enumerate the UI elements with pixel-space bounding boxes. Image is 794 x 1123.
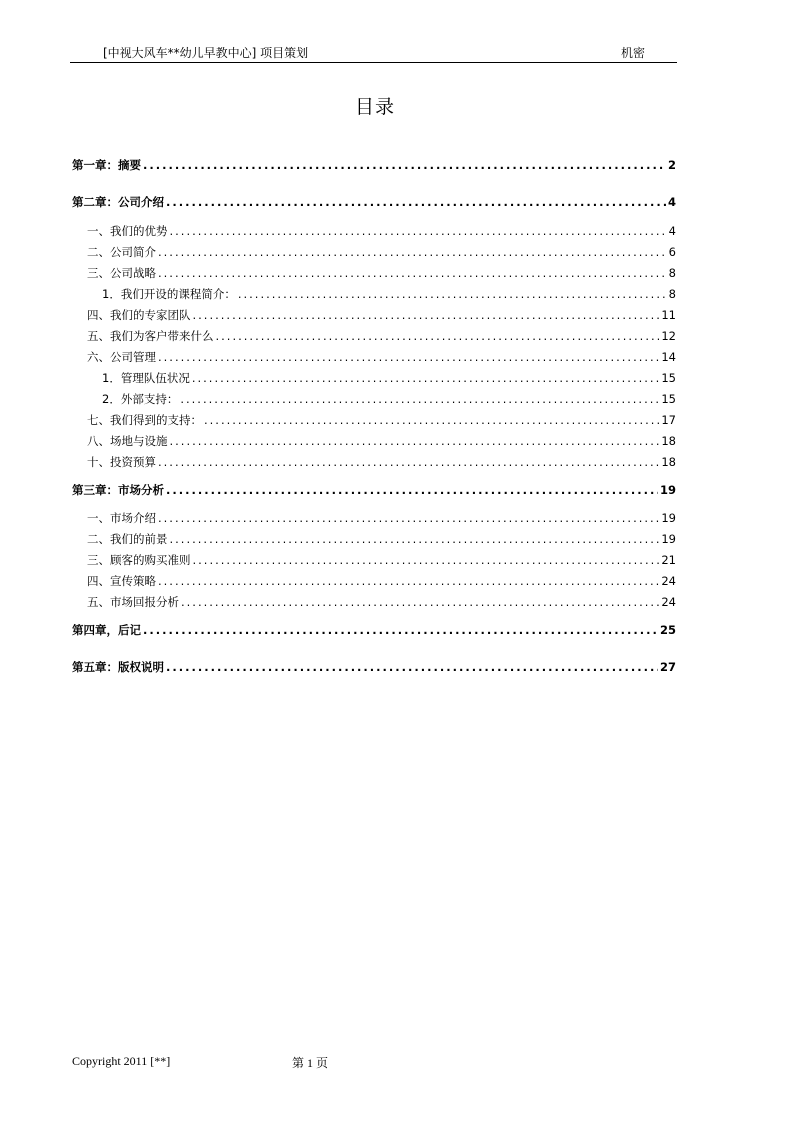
header-confidential-label: 机密	[621, 46, 646, 60]
footer-page-number: 第 1 页	[292, 1056, 329, 1070]
toc-page-number: 4	[667, 195, 676, 209]
toc-entry-text: 二、我们的前景	[87, 532, 168, 546]
toc-entry-text: 1．我们开设的课程简介：	[102, 287, 236, 301]
toc-entry-text: 三、公司战略	[87, 266, 156, 280]
toc-entry-text: 第四章，后记	[72, 623, 141, 637]
toc-page-number: 11	[661, 308, 676, 322]
page-header	[70, 44, 677, 63]
toc-entry-chapter-5[interactable]	[72, 656, 676, 674]
toc-page-number: 4	[668, 224, 676, 238]
toc-page-number: 12	[661, 329, 676, 343]
toc-entry-chapter-1[interactable]	[72, 154, 676, 172]
toc-entry-text: 四、宣传策略	[87, 574, 156, 588]
toc-entry-section[interactable]	[72, 591, 676, 609]
toc-leader-dots	[193, 553, 660, 567]
toc-entry-chapter-2[interactable]	[72, 191, 676, 209]
toc-entry-section[interactable]	[72, 325, 676, 343]
toc-entry-section[interactable]	[72, 430, 676, 448]
toc-page-number: 24	[661, 595, 676, 609]
toc-entry-subsection[interactable]	[72, 388, 676, 406]
toc-entry-text: 第二章：公司介绍	[72, 195, 164, 209]
toc-leader-dots	[170, 532, 660, 546]
toc-leader-dots	[238, 287, 667, 301]
toc-leader-dots	[158, 266, 667, 280]
footer-copyright: Copyright 2011 [**]	[72, 1054, 171, 1068]
toc-leader-dots	[170, 434, 660, 448]
toc-entry-section[interactable]	[72, 262, 676, 280]
toc-leader-dots	[158, 574, 659, 588]
toc-leader-dots	[192, 371, 660, 385]
toc-entry-text: 一、市场介绍	[87, 511, 156, 525]
toc-leader-dots	[166, 483, 658, 497]
toc-entry-text: 第一章：摘要	[72, 158, 141, 172]
toc-entry-text: 第三章：市场分析	[72, 483, 164, 497]
toc-leader-dots	[143, 623, 658, 637]
toc-leader-dots	[204, 413, 659, 427]
toc-entry-text: 一、我们的优势	[87, 224, 168, 238]
toc-entry-text: 三、顾客的购买准则	[87, 553, 191, 567]
toc-leader-dots	[158, 350, 659, 364]
toc-entry-chapter-3[interactable]	[72, 479, 676, 497]
toc-entry-section[interactable]	[72, 220, 676, 238]
toc-page-number: 17	[661, 413, 676, 427]
toc-leader-dots	[158, 455, 659, 469]
toc-page-number: 8	[668, 287, 676, 301]
toc-page-number: 19	[661, 511, 676, 525]
toc-entry-text: 六、公司管理	[87, 350, 156, 364]
toc-entry-text: 八、场地与设施	[87, 434, 168, 448]
toc-entry-subsection[interactable]	[72, 283, 676, 301]
toc-page-number: 2	[667, 158, 676, 172]
toc-entry-section[interactable]	[72, 346, 676, 364]
toc-entry-subsection[interactable]	[72, 367, 676, 385]
toc-entry-text: 七、我们得到的支持：	[87, 413, 202, 427]
toc-title: 目录	[354, 96, 395, 118]
toc-entry-section[interactable]	[72, 304, 676, 322]
toc-page-number: 15	[661, 371, 676, 385]
toc-page-number: 18	[661, 455, 676, 469]
toc-entry-section[interactable]	[72, 409, 676, 427]
toc-entry-text: 四、我们的专家团队	[87, 308, 191, 322]
header-project-title: [中视大风车**幼儿早教中心] 项目策划	[103, 46, 309, 60]
toc-leader-dots	[216, 329, 660, 343]
toc-page-number: 24	[661, 574, 676, 588]
toc-page-number: 25	[659, 623, 676, 637]
toc-page-number: 27	[659, 660, 676, 674]
toc-page-number: 6	[668, 245, 676, 259]
toc-entry-text: 二、公司简介	[87, 245, 156, 259]
toc-entry-section[interactable]	[72, 451, 676, 469]
toc-page-number: 21	[661, 553, 676, 567]
toc-page-number: 14	[661, 350, 676, 364]
toc-entry-section[interactable]	[72, 570, 676, 588]
toc-page-number: 15	[661, 392, 676, 406]
toc-entry-text: 2．外部支持：	[102, 392, 179, 406]
toc-leader-dots	[180, 392, 659, 406]
toc-leader-dots	[158, 511, 659, 525]
toc-leader-dots	[143, 158, 666, 172]
toc-page-number: 18	[661, 434, 676, 448]
toc-entry-text: 五、我们为客户带来什么	[87, 329, 214, 343]
toc-leader-dots	[166, 195, 666, 209]
toc-entry-text: 十、投资预算	[87, 455, 156, 469]
toc-leader-dots	[181, 595, 659, 609]
toc-entry-text: 1．管理队伍状况	[102, 371, 190, 385]
toc-page-number: 8	[668, 266, 676, 280]
toc-entry-chapter-4[interactable]	[72, 619, 676, 637]
toc-entry-section[interactable]	[72, 507, 676, 525]
toc-entry-text: 第五章：版权说明	[72, 660, 164, 674]
toc-leader-dots	[193, 308, 660, 322]
toc-page-number: 19	[661, 532, 676, 546]
toc-leader-dots	[158, 245, 667, 259]
toc-entry-text: 五、市场回报分析	[87, 595, 179, 609]
toc-page-number: 19	[659, 483, 676, 497]
toc-entry-section[interactable]	[72, 241, 676, 259]
toc-entry-section[interactable]	[72, 549, 676, 567]
toc-entry-section[interactable]	[72, 528, 676, 546]
toc-leader-dots	[170, 224, 667, 238]
toc-leader-dots	[166, 660, 658, 674]
